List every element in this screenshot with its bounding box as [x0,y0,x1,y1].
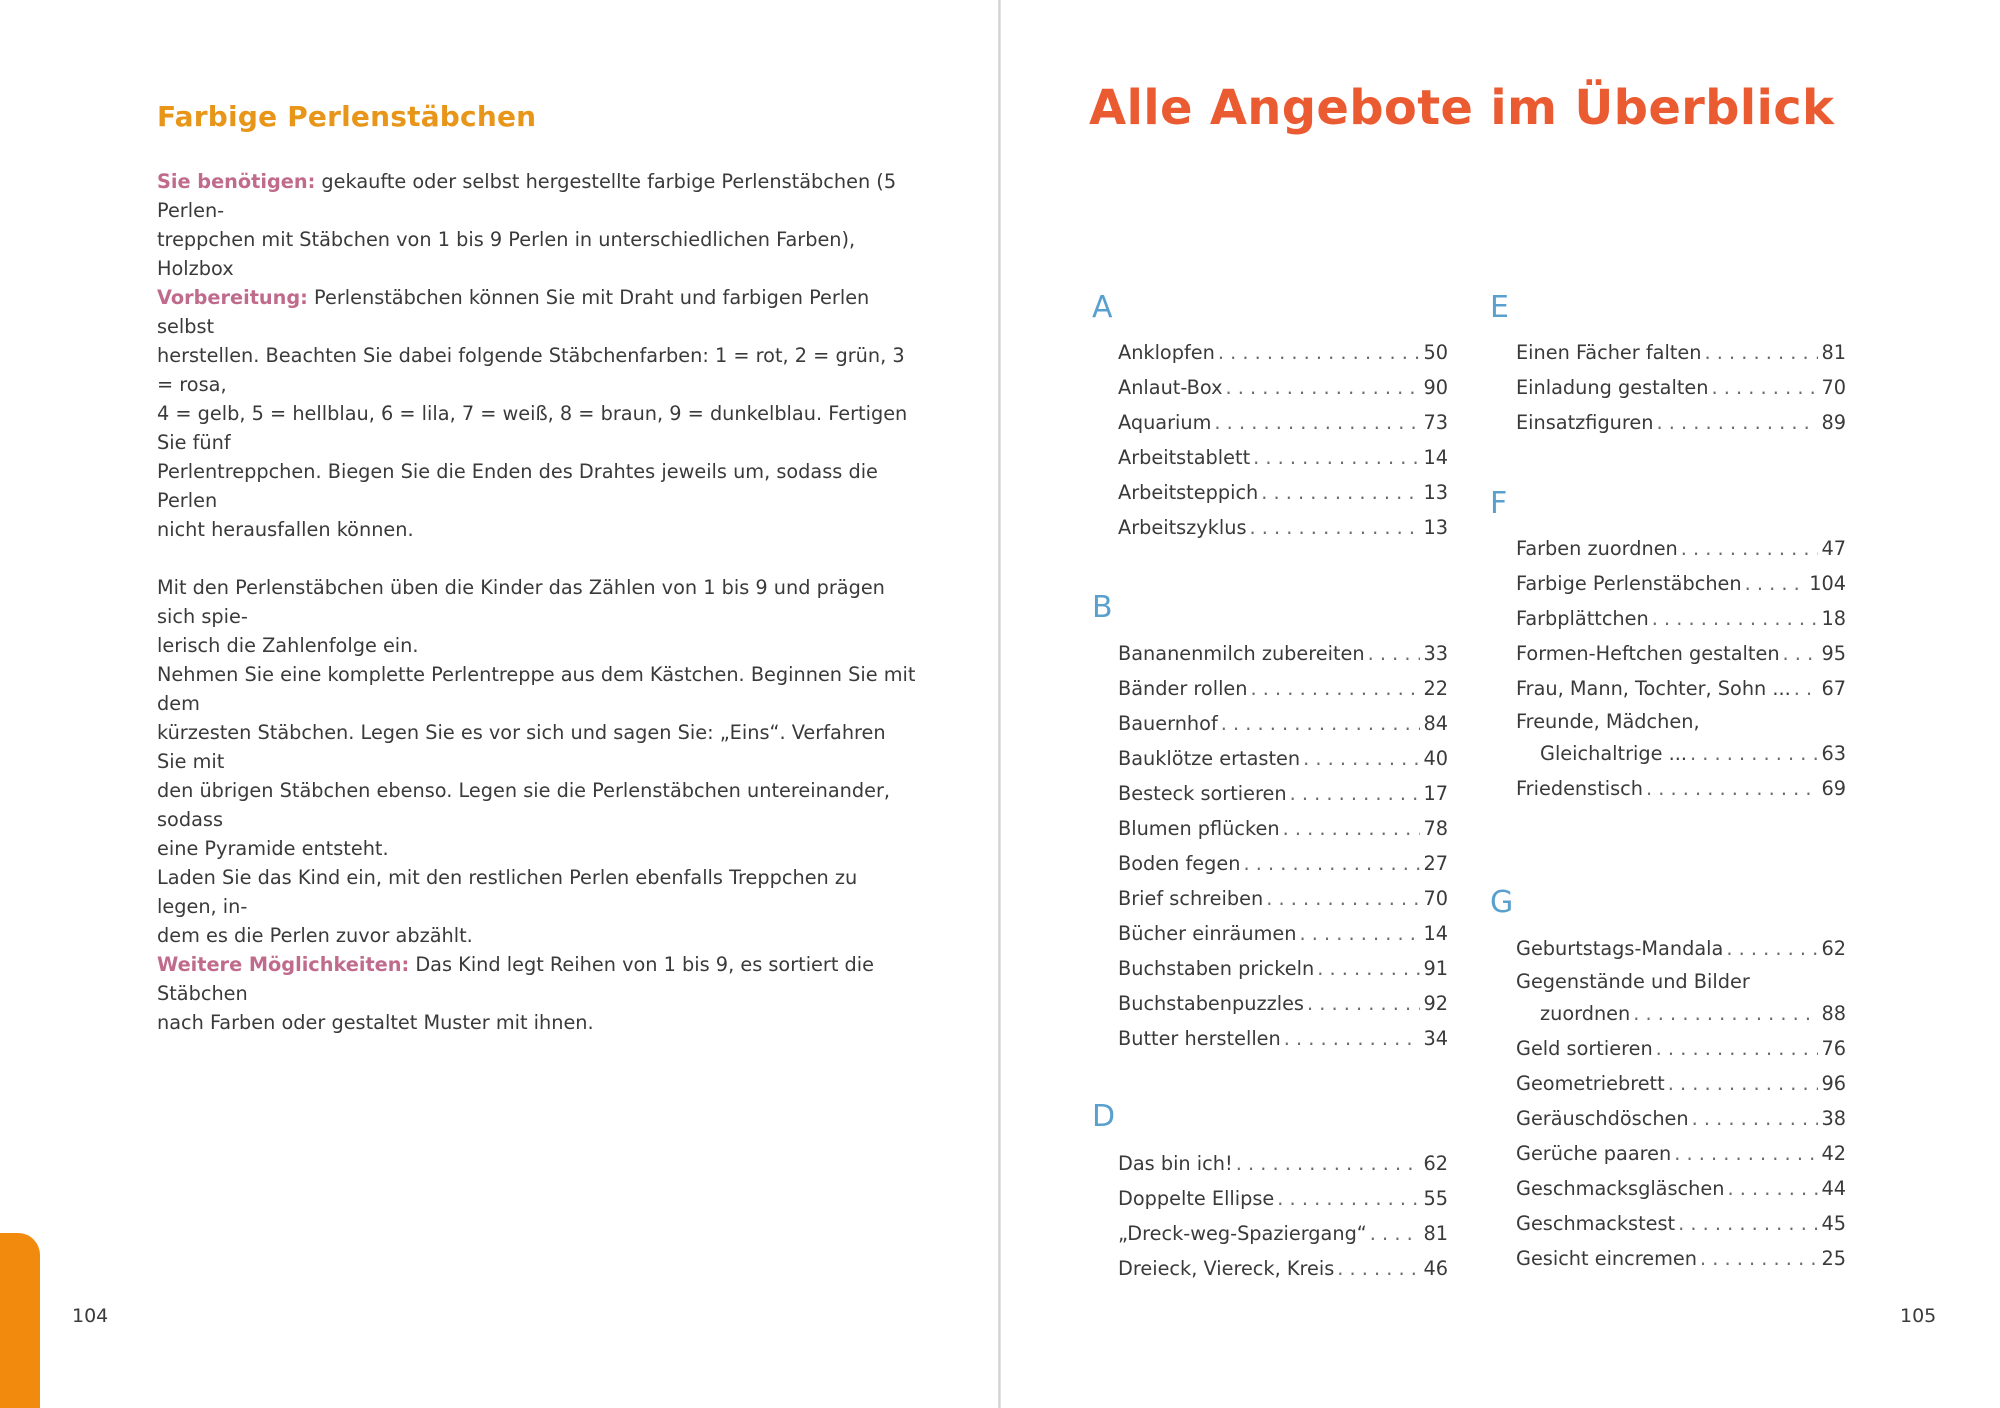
index-entry: Friedenstisch . . . 69 [1516,776,1846,802]
index-entry: Geometriebrett . . . 96 [1516,1071,1846,1097]
index-entry: Brief schreiben . . . 70 [1118,886,1448,912]
index-entry: Doppelte Ellipse . . . 55 [1118,1186,1448,1212]
index-letter-e: E [1490,290,1509,325]
index-entry: Farben zuordnen . . . 47 [1516,536,1846,562]
index-letter-b: B [1092,590,1113,625]
index-entry: Arbeitszyklus . . . 13 [1118,515,1448,541]
page-number-right: 105 [1900,1305,1937,1327]
index-entry: Buchstabenpuzzles . . . 92 [1118,991,1448,1017]
index-entry: Formen-Heftchen gestalten . . . 95 [1516,641,1846,667]
index-entry: Arbeitsteppich . . . 13 [1118,480,1448,506]
index-entry: Farbige Perlenstäbchen . . . 104 [1516,571,1846,597]
index-entry: Einladung gestalten . . . 70 [1516,375,1846,401]
index-letter-g: G [1490,885,1514,920]
index-entry: Boden fegen . . . 27 [1118,851,1448,877]
index-letter-f: F [1490,486,1508,521]
index-entry: Aquarium . . . 73 [1118,410,1448,436]
index-entry: „Dreck-weg-Spaziergang“ . . . 81 [1118,1221,1448,1247]
activity-description [157,167,917,1037]
index-entry: Farbplättchen . . . 18 [1516,606,1846,632]
index-entry: Geräuschdöschen . . . 38 [1516,1106,1846,1132]
index-letter-a: A [1092,290,1113,325]
index-entry: Geburtstags-Mandala . . . 62 [1516,936,1846,962]
index-entry: Bauernhof . . . 84 [1118,711,1448,737]
instructions-paragraph: Mit den Perlenstäbchen üben die Kinder das Zählen von 1 bis 9 und prägen sich spie- lerisch die Zahlenfolge ein. Nehmen Sie eine komplette Perlentreppe aus dem Kästchen. Beginnen Sie mit dem kürzesten Stäbchen. Legen Sie es vor sich und sagen Sie: „Eins“. Verfahren Sie mit den übrigen Stäbchen ebenso. Legen sie die Perlenstäbchen untereinander, sodass eine Pyramide entsteht. Laden Sie das Kind ein, mit den restlichen Perlen ebenfalls Treppchen zu legen, in- dem es die Perlen zuvor abzählt. [157,576,916,947]
index-entry: Dreieck, Viereck, Kreis . . . 46 [1118,1256,1448,1282]
index-entry: Blumen pflücken . . . 78 [1118,816,1448,842]
index-entry: Buchstaben prickeln . . . 91 [1118,956,1448,982]
paragraph-gap [157,544,917,573]
index-entry: Gegenstände und Bilder zuordnen . . . 88 [1516,969,1846,1027]
orange-page-tab [0,1233,40,1408]
index-entry: Bauklötze ertasten . . . 40 [1118,746,1448,772]
materials-paragraph: Sie benötigen: gekaufte oder selbst hergestellte farbige Perlenstäbchen (5 Perlen- treppchen mit Stäbchen von 1 bis 9 Perlen in unterschiedlichen Farben), Holzbox [157,170,897,280]
index-entry: Bücher einräumen . . . 14 [1118,921,1448,947]
index-entry: Anklopfen . . . 50 [1118,340,1448,366]
index-entry: Bananenmilch zubereiten . . . 33 [1118,641,1448,667]
index-entry: Gerüche paaren . . . 42 [1516,1141,1846,1167]
index-entry: Arbeitstablett . . . 14 [1118,445,1448,471]
index-entry: Einsatzfiguren . . . 89 [1516,410,1846,436]
index-entry: Einen Fächer falten . . . 81 [1516,340,1846,366]
index-entry: Anlaut-Box . . . 90 [1118,375,1448,401]
index-entry: Frau, Mann, Tochter, Sohn ... . . . 67 [1516,676,1846,702]
index-entry: Butter herstellen . . . 34 [1118,1026,1448,1052]
index-entry: Geschmackstest . . . 45 [1516,1211,1846,1237]
left-page [0,0,998,1408]
more-options-label: Weitere Möglichkeiten: [157,953,410,976]
page-number-left: 104 [72,1305,109,1327]
index-title: Alle Angebote im Überblick [1089,80,1835,136]
preparation-label: Vorbereitung: [157,286,308,309]
materials-label: Sie benötigen: [157,170,316,193]
index-entry: Gesicht eincremen . . . 25 [1516,1246,1846,1272]
index-entry: Geld sortieren . . . 76 [1516,1036,1846,1062]
index-entry: Geschmacksgläschen . . . 44 [1516,1176,1846,1202]
index-letter-d: D [1092,1099,1116,1134]
index-entry: Das bin ich! . . . 62 [1118,1151,1448,1177]
preparation-paragraph: Vorbereitung: Perlenstäbchen können Sie mit Draht und farbigen Perlen selbst herstellen. Beachten Sie dabei folgende Stäbchenfarben: 1 = rot, 2 = grün, 3 = rosa, 4 = gelb, 5 = hellblau, 6 = lila, 7 = weiß, 8 = braun, 9 = dunkelblau. Fertigen Sie fünf Perlentreppchen. Biegen Sie die Enden des Drahtes jeweils um, sodass die Perlen nicht herausfallen können. [157,286,908,541]
more-options-paragraph: Weitere Möglichkeiten: Das Kind legt Reihen von 1 bis 9, es sortiert die Stäbchen nach Farben oder gestaltet Muster mit ihnen. [157,953,874,1034]
index-entry: Besteck sortieren . . . 17 [1118,781,1448,807]
index-entry: Freunde, Mädchen, Gleichaltrige ... . . . 63 [1516,709,1846,767]
section-title: Farbige Perlenstäbchen [157,100,537,133]
index-entry: Bänder rollen . . . 22 [1118,676,1448,702]
